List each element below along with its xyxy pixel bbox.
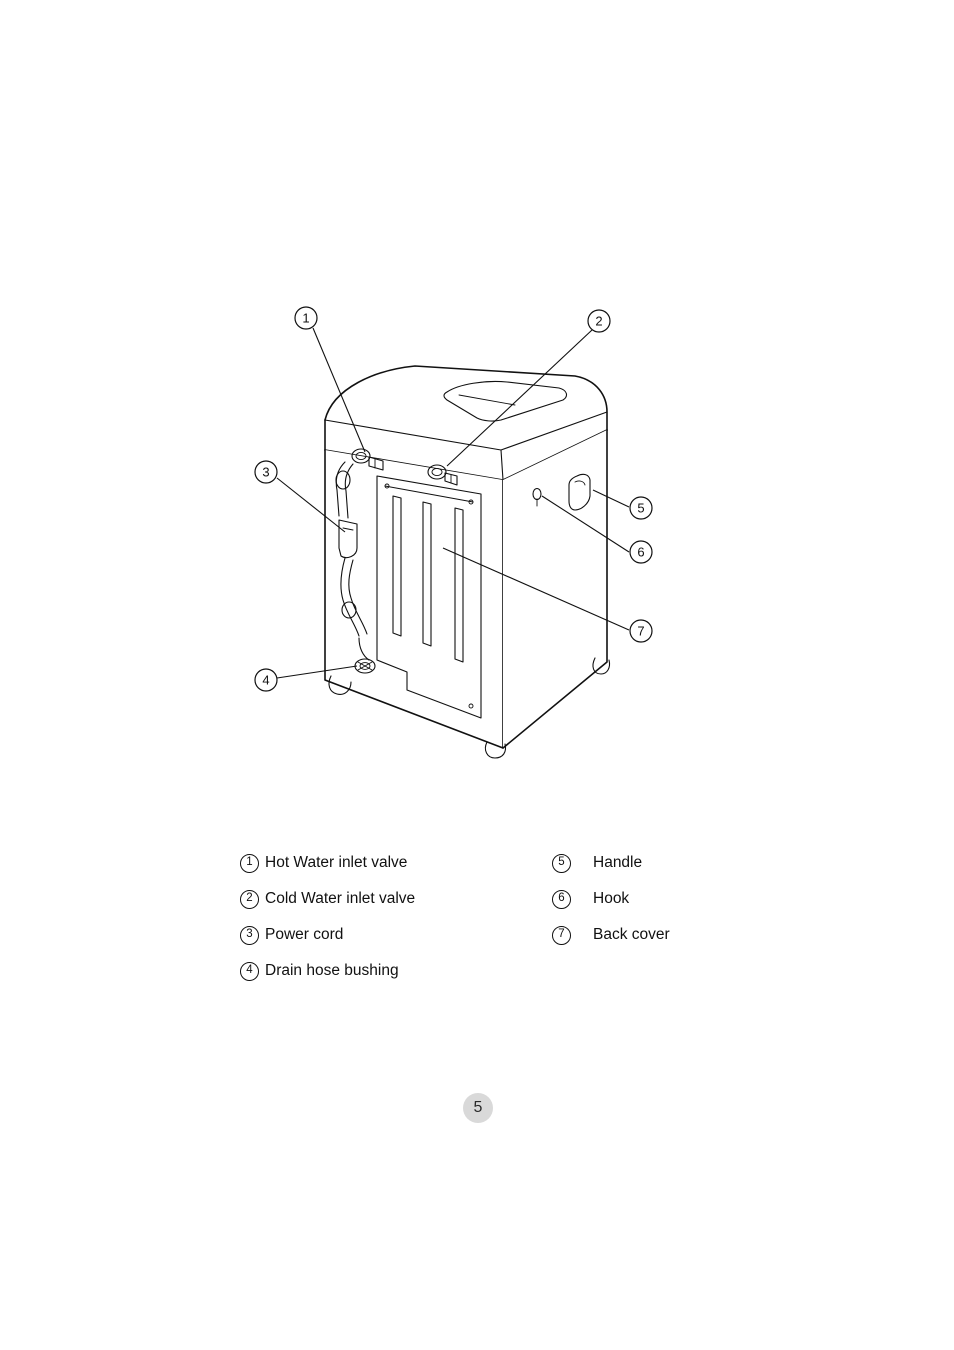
legend-number-7: 7 — [552, 926, 571, 945]
legend-number-2: 2 — [240, 890, 259, 909]
machine-body — [325, 366, 610, 758]
callout-label-2: 2 — [595, 313, 603, 329]
legend-label-6: Hook — [593, 890, 630, 908]
callout-label-3: 3 — [262, 464, 270, 480]
legend-number-6: 6 — [552, 890, 571, 909]
legend-label-5: Handle — [593, 854, 643, 872]
callout-7 — [630, 620, 652, 642]
legend-label-7: Back cover — [593, 926, 670, 944]
legend-label-4: Drain hose bushing — [265, 962, 399, 980]
legend-item-5 — [552, 845, 772, 881]
callout-6 — [630, 541, 652, 563]
callout-label-4: 4 — [262, 672, 270, 688]
legend-number-1: 1 — [240, 854, 259, 873]
legend-column-left — [240, 845, 530, 989]
legend-column-right — [552, 845, 772, 953]
legend-label-2: Cold Water inlet valve — [265, 890, 416, 908]
callout-1 — [295, 307, 317, 329]
callout-3 — [255, 461, 277, 483]
callout-label-7: 7 — [637, 623, 645, 639]
legend-item-7 — [552, 917, 772, 953]
washing-machine-diagram — [215, 280, 715, 760]
callout-2 — [588, 310, 610, 332]
legend-label-3: Power cord — [265, 926, 344, 944]
callout-label-6: 6 — [637, 544, 645, 560]
legend-item-1 — [240, 845, 530, 881]
legend-item-3 — [240, 917, 530, 953]
legend-item-2 — [240, 881, 530, 917]
page-number: 5 — [463, 1093, 493, 1123]
legend-number-3: 3 — [240, 926, 259, 945]
legend-label-1: Hot Water inlet valve — [265, 854, 408, 872]
legend-item-6 — [552, 881, 772, 917]
legend-number-4: 4 — [240, 962, 259, 981]
callout-5 — [630, 497, 652, 519]
callout-label-5: 5 — [637, 500, 645, 516]
legend-item-4 — [240, 953, 530, 989]
callout-4 — [255, 669, 277, 691]
legend-number-5: 5 — [552, 854, 571, 873]
callout-label-1: 1 — [302, 310, 310, 326]
